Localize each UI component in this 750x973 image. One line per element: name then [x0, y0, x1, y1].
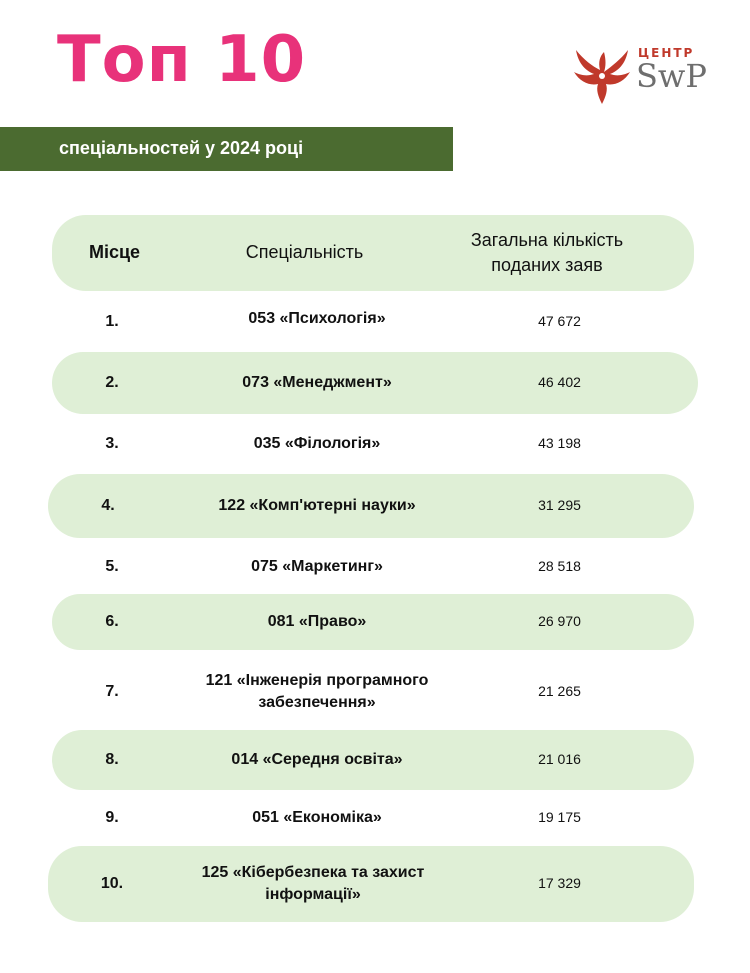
row-place: 1. [105, 312, 119, 330]
row-count: 28 518 [538, 558, 581, 575]
table-header [52, 215, 694, 291]
table-row [52, 594, 694, 650]
row-specialty: 121 «Інженерія програмного забезпечення» [205, 671, 429, 711]
row-specialty: 122 «Комп'ютерні науки» [218, 496, 416, 514]
row-count: 17 329 [538, 875, 581, 892]
row-specialty: 081 «Право» [267, 612, 367, 630]
table-row [52, 542, 694, 592]
table-row [52, 418, 694, 470]
table-row [52, 794, 694, 842]
page-title: Топ 10 [57, 23, 307, 97]
row-count: 21 016 [538, 751, 581, 768]
row-place: 7. [105, 682, 119, 700]
row-specialty: 051 «Економіка» [252, 808, 382, 826]
logo-top-text: ЦЕНТР [638, 46, 695, 60]
row-specialty: 053 «Психологія» [248, 310, 386, 327]
row-place: 4. [101, 496, 115, 514]
row-place: 8. [105, 750, 119, 768]
row-count: 21 265 [538, 683, 581, 700]
row-count: 47 672 [538, 313, 581, 330]
header-place: Місце [88, 242, 141, 263]
row-count: 26 970 [538, 613, 581, 630]
table-row [52, 656, 694, 728]
row-specialty: 014 «Середня освіта» [231, 750, 403, 768]
row-count: 43 198 [538, 435, 581, 452]
phoenix-icon [572, 46, 632, 108]
row-count: 46 402 [538, 374, 581, 391]
row-count: 31 295 [538, 497, 581, 514]
row-place: 2. [105, 373, 119, 391]
row-place: 5. [105, 557, 119, 575]
logo [572, 46, 712, 108]
header-count: Загальна кількість поданих заяв [470, 229, 624, 275]
row-place: 3. [105, 434, 119, 452]
logo-main-text: SwP [636, 57, 707, 95]
subtitle-banner [0, 127, 453, 171]
row-place: 10. [100, 874, 124, 892]
table-row [48, 846, 694, 922]
table-row [52, 352, 698, 414]
row-specialty: 073 «Менеджмент» [242, 373, 392, 391]
table-row [48, 474, 694, 538]
row-specialty: 075 «Маркетинг» [251, 557, 383, 575]
row-place: 6. [105, 612, 119, 630]
row-specialty: 125 «Кібербезпека та захист інформації» [201, 863, 425, 903]
header-specialty: Спеціальність [245, 242, 364, 263]
row-specialty: 035 «Філологія» [253, 434, 381, 452]
row-count: 19 175 [538, 809, 581, 826]
subtitle: спеціальностей у 2024 році [59, 138, 304, 158]
table-row [52, 730, 694, 790]
row-place: 9. [105, 808, 119, 826]
table-row [52, 298, 694, 346]
